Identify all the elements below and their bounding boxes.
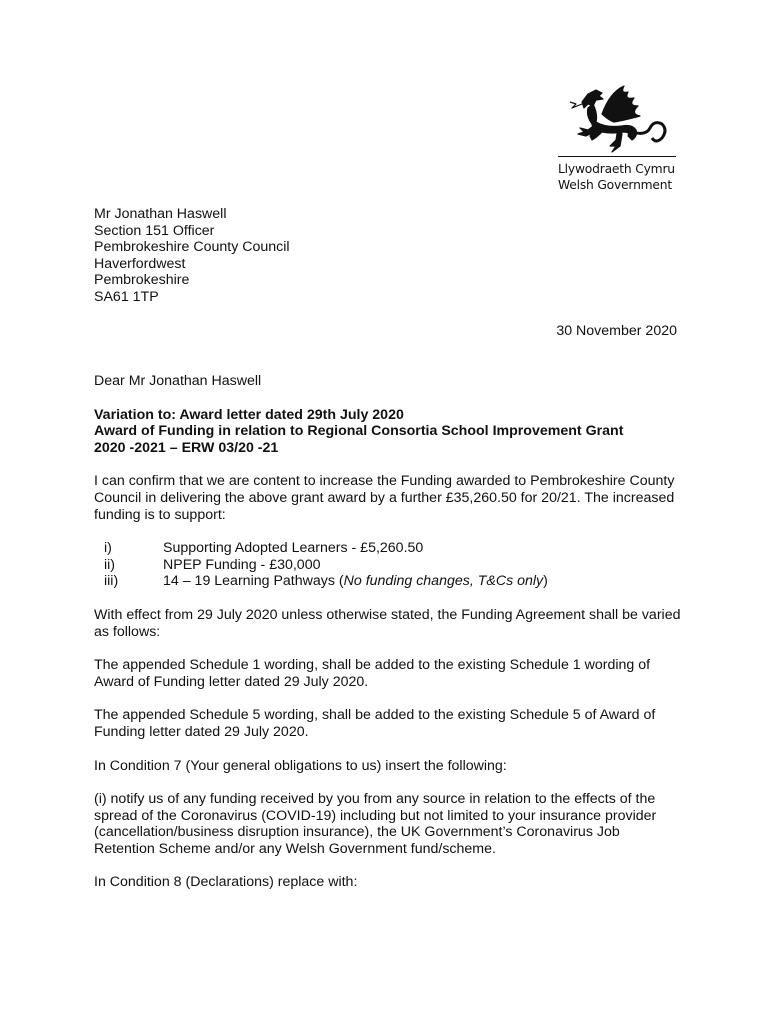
schedule1-paragraph: The appended Schedule 1 wording, shall be added to the existing Schedule 1 wording of Award of Funding letter dated 29 July 2020. (94, 657, 651, 690)
letter-body (94, 373, 684, 908)
list-item (94, 540, 684, 557)
welsh-dragon-icon (566, 84, 670, 154)
note-close-paren: ) (543, 573, 548, 590)
list-text: NPEP Funding - £30,000 (163, 556, 321, 573)
condition8-paragraph: In Condition 8 (Declarations) replace with: (94, 874, 358, 891)
address-line: Pembrokeshire (94, 272, 190, 289)
subject-line-2: Award of Funding in relation to Regional Consortia School Improvement Grant (94, 423, 624, 440)
address-line: SA61 1TP (94, 288, 159, 305)
recipient-address (94, 206, 290, 306)
list-item (94, 573, 684, 590)
schedule5-paragraph: The appended Schedule 5 wording, shall be added to the existing Schedule 5 of Award of Funding letter dated 29 July 2020. (94, 707, 656, 740)
support-list (94, 540, 684, 590)
notify-paragraph: (i) notify us of any funding received by you from any source in relation to the effects of the spread of the Coronavirus (COVID-19) including but not limited to your insurance provider (cancellation/business disruption insurance), the UK Government’s Coronavirus Job Retention Scheme and/or any Welsh Government fund/scheme. (94, 791, 657, 857)
subject-line-3: 2020 -2021 – ERW 03/20 -21 (94, 439, 279, 456)
address-line: Haverfordwest (94, 255, 186, 272)
list-number: ii) (104, 556, 116, 573)
letter-date: 30 November 2020 (556, 323, 677, 339)
address-line: Section 151 Officer (94, 222, 215, 239)
english-name: Welsh Government (558, 178, 673, 192)
welsh-name: Llywodraeth Cymru (558, 162, 675, 176)
condition7-paragraph: In Condition 7 (Your general obligations to us) insert the following: (94, 757, 507, 774)
list-item (94, 557, 684, 574)
welsh-government-logo (558, 84, 678, 196)
intro-paragraph: I can confirm that we are content to increase the Funding awarded to Pembrokeshire County Council in delivering the above grant award by a further £35,260.50 for 20/21. The increased funding is to support: (94, 473, 675, 523)
list-text (163, 573, 548, 590)
effect-paragraph: With effect from 29 July 2020 unless otherwise stated, the Funding Agreement shall be varied as follows: (94, 606, 681, 640)
list-text-main: 14 – 19 Learning Pathways (163, 573, 339, 590)
salutation: Dear Mr Jonathan Haswell (94, 373, 262, 389)
list-note: No funding changes, T&Cs only (343, 573, 544, 590)
subject-line-1: Variation to: Award letter dated 29th July 2020 (94, 406, 404, 423)
list-text: Supporting Adopted Learners - £5,260.50 (163, 540, 424, 557)
address-line: Mr Jonathan Haswell (94, 206, 227, 222)
list-number: iii) (104, 573, 119, 590)
organisation-name (558, 161, 675, 193)
logo-divider (558, 156, 676, 157)
subject-heading (94, 407, 684, 457)
note-open-paren: ( (338, 573, 344, 590)
list-number: i) (104, 540, 112, 557)
address-line: Pembrokeshire County Council (94, 239, 290, 256)
